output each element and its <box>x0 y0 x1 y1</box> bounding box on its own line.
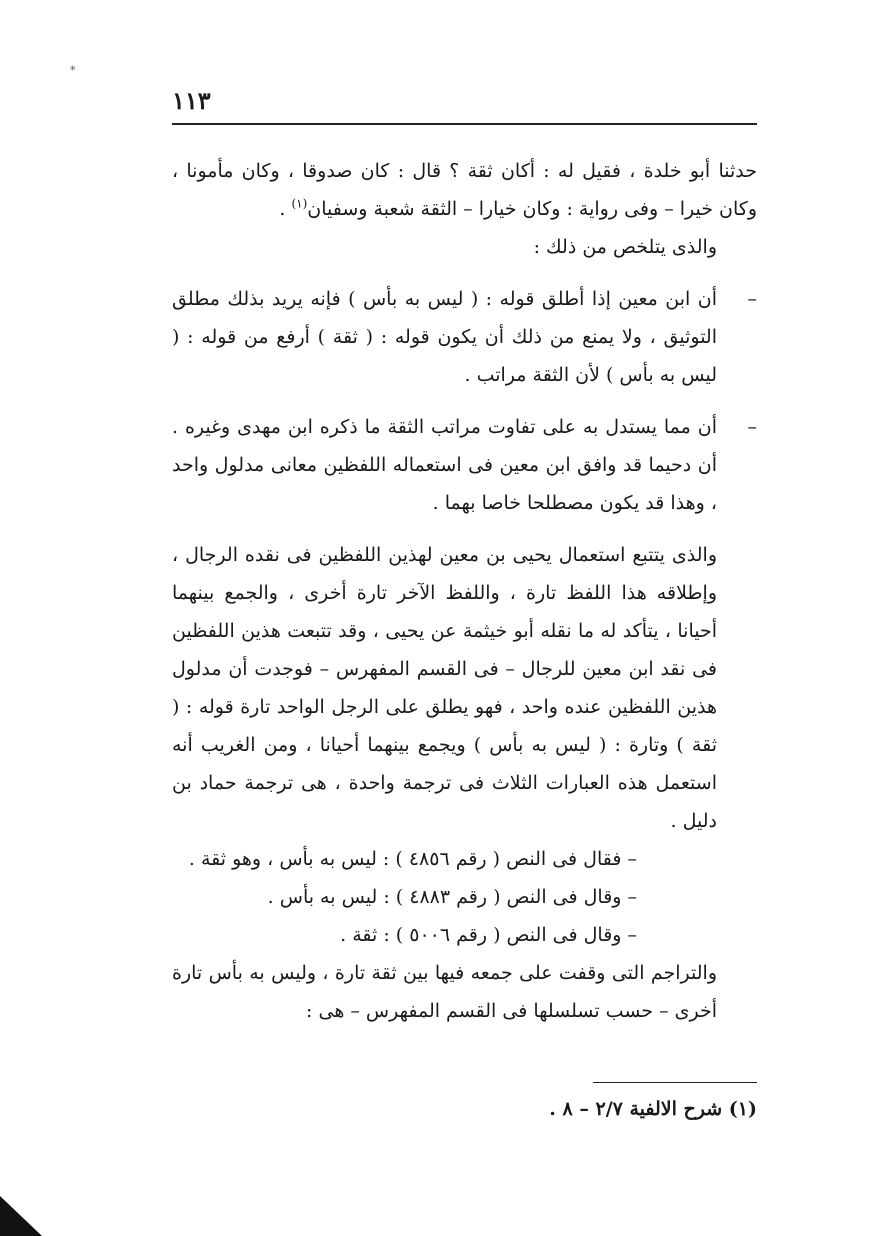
paragraph-1-end: . <box>279 198 292 220</box>
paragraph-1-line-1: حدثنا أبو خلدة ، فقيل له : أكان ثقة ؟ قال : كان صدوقا ، وكان مأمونا ، <box>172 160 757 182</box>
page-speck: * <box>70 64 76 77</box>
bullet-1-text: أن ابن معين إذا أطلق قوله : ( ليس به بأس ) فإنه يريد بذلك مطلق التوثيق ، ولا يمنع من ذلك أن يكون قوله : ( ثقة ) أرفع من قوله : ( ليس به بأس ) لأن الثقة مراتب . <box>172 288 717 386</box>
paragraph-1 <box>172 152 757 228</box>
paragraph-4: والتراجم التى وقفت على جمعه فيها بين ثقة تارة ، وليس به بأس تارة أخرى – حسب تسلسلها فى القسم المفهرس – هى : <box>172 962 717 1022</box>
paragraph-2: والذى يتلخص من ذلك : <box>533 236 717 258</box>
bullet-2-text: أن مما يستدل به على تفاوت مراتب الثقة ما ذكره ابن مهدى وغيره . أن دحيما قد وافق ابن معين فى استعماله اللفظين معانى مدلول واحد ، وهذا قد يكون مصطلحا خاصا بهما . <box>172 416 717 514</box>
bullet-1 <box>172 280 757 394</box>
bullet-2 <box>172 408 757 522</box>
footnote: (١) شرح الالفية ٢/٧ – ٨ . <box>549 1098 757 1120</box>
list-item-2: – وقال فى النص ( رقم ٤٨٨٣ ) : ليس به بأس . <box>267 886 637 908</box>
header-rule <box>172 123 757 125</box>
page-number: ١١٣ <box>172 86 211 115</box>
list-item-3: – وقال فى النص ( رقم ٥٠٠٦ ) : ثقة . <box>340 924 637 946</box>
footnote-reference: (١) <box>291 196 308 211</box>
corner-mark <box>0 1196 42 1236</box>
bullet-1-dash: – <box>747 288 757 310</box>
footnote-rule <box>593 1082 757 1083</box>
paragraph-3: والذى يتتبع استعمال يحيى بن معين لهذين اللفظين فى نقده الرجال ، وإطلاقه هذا اللفظ تارة ، واللفظ الآخر تارة أخرى ، والجمع بينهما أحيانا ، يتأكد له ما نقله أبو خيثمة عن يحيى ، وقد تتبعت هذين اللفظين فى نقد ابن معين للرجال – فى القسم المفهرس – فوجدت أن مدلول هذين اللفظين عنده واحد ، فهو يطلق على الرجل الواحد تارة قوله : ( ثقة ) وتارة : ( ليس به بأس ) ويجمع بينهما أحيانا ، ومن الغريب أنه استعمل هذه العبارات الثلاث فى ترجمة واحدة ، هى ترجمة حماد بن دليل . <box>172 544 717 832</box>
page-body <box>172 152 757 1030</box>
paragraph-1-line-2: وكان خيرا – وفى رواية : وكان خيارا – الثقة شعبة وسفيان <box>307 198 757 220</box>
list-item-1: – فقال فى النص ( رقم ٤٨٥٦ ) : ليس به بأس ، وهو ثقة . <box>188 848 637 870</box>
bullet-2-dash: – <box>747 416 757 438</box>
